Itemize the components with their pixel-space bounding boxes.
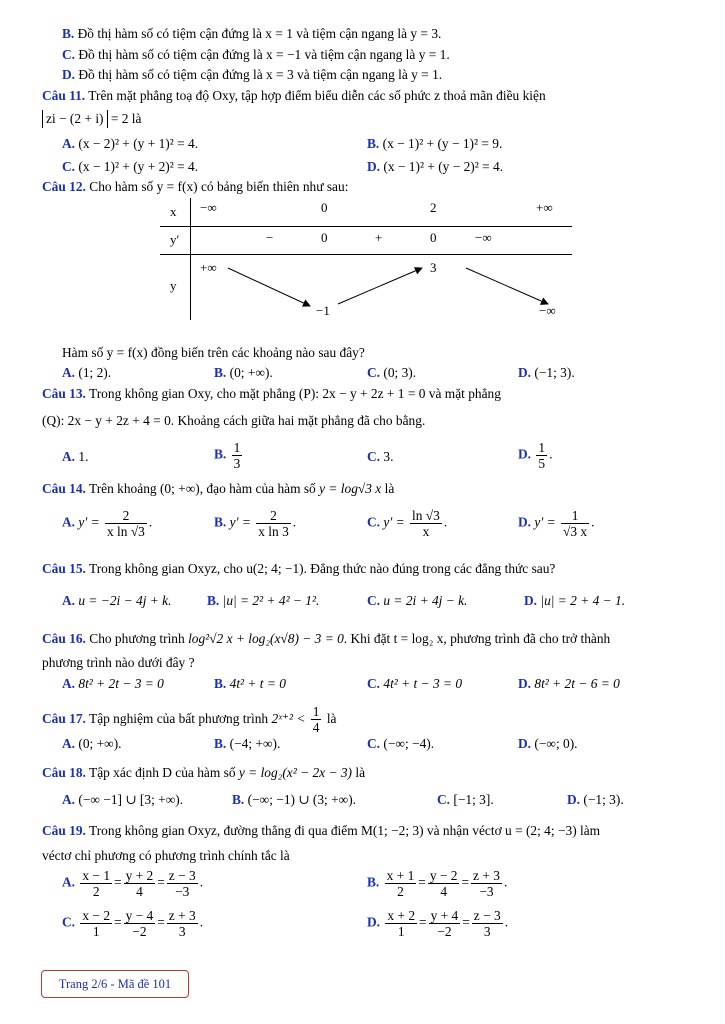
condition-rhs: = 2 là [110, 111, 142, 126]
fraction [385, 908, 417, 939]
denominator: x ln √3 [107, 524, 145, 539]
fraction [124, 868, 156, 899]
option-text: |u| = 2 + 4 − 1. [540, 593, 626, 608]
fraction [311, 704, 322, 735]
denominator: x [422, 524, 430, 539]
option-label: A. [62, 874, 76, 890]
numerator: 2 [105, 508, 147, 524]
option-label: C. [62, 914, 76, 930]
question-text: Trên khoảng [89, 481, 157, 496]
fraction [167, 908, 198, 939]
option-label: D. [567, 792, 581, 807]
fraction [105, 508, 147, 539]
option-text: 4t² + t − 3 = 0 [383, 676, 463, 691]
numerator: z − 3 [168, 868, 196, 883]
option-label: C. [62, 159, 76, 174]
equals-sign: = [462, 914, 470, 930]
option-label: C. [367, 593, 381, 608]
inequality: 2ˣ⁺² < [271, 711, 306, 726]
numerator: z + 3 [473, 868, 500, 883]
option-text: (x − 1)² + (y + 2)² = 4. [78, 159, 199, 174]
option-label: C. [367, 676, 381, 691]
fraction [124, 908, 156, 939]
q12-option-a [62, 364, 111, 382]
interval: (0; +∞) [159, 481, 200, 496]
question-text: Trong không gian Oxy, cho mặt phẳng (P): 2x − y + 2z + 1 = 0 và mặt phẳng [89, 386, 501, 401]
q16-option-b [214, 675, 286, 693]
q15-option-d [524, 592, 625, 610]
question-text: Cho phương trình [89, 631, 185, 646]
question-label: Câu 11. [42, 88, 86, 103]
x-value: +∞ [536, 200, 553, 215]
fraction [536, 440, 547, 471]
question-text: , đạo hàm của hàm số [199, 481, 316, 496]
option-label: B. [214, 736, 227, 751]
q13-stem-line1 [42, 385, 501, 403]
option-text: (−∞; −4). [383, 736, 435, 751]
numerator: y − 4 [125, 908, 154, 923]
q12-option-d [518, 364, 575, 382]
row-label-yprime: y′ [170, 232, 180, 247]
option-label: B. [62, 26, 75, 41]
q13-option-a [62, 448, 88, 466]
denominator: 4 [136, 884, 143, 899]
question-label: Câu 13. [42, 386, 86, 401]
variation-arrows [160, 198, 572, 320]
option-text: u = 2i + 4j − k. [383, 593, 468, 608]
q17-option-d [518, 735, 578, 753]
option-label: B. [367, 136, 380, 151]
q10-option-d [62, 66, 442, 84]
option-text: Đồ thị hàm số có tiệm cận đứng là x = 1 và tiệm cận ngang là y = 3. [77, 26, 442, 41]
option-text: (1; 2). [78, 365, 112, 380]
fraction [561, 508, 589, 539]
option-tail: . [148, 514, 153, 530]
q16-stem-line1 [42, 630, 610, 648]
denominator: −2 [132, 924, 147, 939]
q17-stem [42, 704, 337, 735]
q19-option-c [62, 908, 203, 939]
question-text: (Q): 2x − y + 2z + 4 = 0. Khoảng cách giữa hai mặt phẳng đã cho bằng. [42, 413, 426, 428]
q16-option-a [62, 675, 164, 693]
fraction [80, 908, 112, 939]
option-text: (−∞; 0). [534, 736, 578, 751]
variation-table [160, 198, 572, 320]
option-label: B. [207, 593, 220, 608]
option-lhs: y′ = [229, 514, 251, 530]
option-label: C. [62, 47, 76, 62]
x-value: 2 [430, 200, 437, 215]
question-label: Câu 12. [42, 179, 86, 194]
question-label: Câu 16. [42, 631, 86, 646]
sign-value: 0 [430, 230, 437, 245]
row-label-x: x [170, 204, 177, 219]
q11-stem [42, 87, 546, 105]
y-value: +∞ [200, 260, 217, 275]
option-text: Đồ thị hàm số có tiệm cận đứng là x = 3 và tiệm cận ngang là y = 1. [78, 67, 443, 82]
numerator: z − 3 [473, 908, 501, 923]
denominator: x ln 3 [258, 524, 289, 539]
numerator: y + 4 [430, 908, 459, 923]
question-text: phương trình nào dưới đây ? [42, 655, 195, 670]
option-tail: . [591, 514, 595, 530]
option-label: B. [214, 676, 227, 691]
question-label: Câu 19. [42, 823, 86, 838]
y-value: 3 [430, 260, 437, 275]
q16-option-d [518, 675, 620, 693]
option-label: B. [214, 365, 227, 380]
option-label: D. [518, 736, 532, 751]
option-label: D. [518, 365, 532, 380]
q13-option-c [367, 448, 393, 466]
x-value: −∞ [200, 200, 217, 215]
q11-option-a [62, 135, 198, 153]
option-label: C. [367, 736, 381, 751]
q12-option-b [214, 364, 273, 382]
option-label: A. [62, 514, 76, 530]
option-label: D. [518, 676, 532, 691]
y-value: −∞ [539, 303, 556, 318]
numerator: y − 2 [429, 868, 458, 883]
fraction [80, 868, 112, 899]
question-label: Câu 18. [42, 765, 86, 780]
q14-option-c [367, 508, 447, 539]
option-label: D. [367, 914, 381, 930]
question-text: là [355, 765, 366, 780]
option-lhs: y′ = [78, 514, 100, 530]
q12-question [62, 344, 365, 362]
option-label: A. [62, 136, 76, 151]
question-label: Câu 17. [42, 711, 86, 726]
option-tail: . [504, 914, 509, 930]
option-text: 8t² + 2t − 3 = 0 [78, 676, 164, 691]
equals-sign: = [419, 914, 427, 930]
option-text: 1. [78, 449, 89, 464]
option-label: D. [62, 67, 76, 82]
option-label: D. [518, 446, 532, 462]
option-label: C. [367, 514, 381, 530]
question-text: . Khi đặt t = log₂ x, phương trình đã cho trở thành [343, 631, 611, 646]
q15-option-c [367, 592, 467, 610]
q10-option-c [62, 46, 450, 64]
denominator: −3 [175, 884, 190, 899]
fraction [410, 508, 442, 539]
option-tail: . [443, 514, 448, 530]
denominator: 1 [397, 924, 405, 939]
q18-option-a [62, 791, 183, 809]
q19-option-d [367, 908, 508, 939]
option-label: B. [232, 792, 245, 807]
denominator: 2 [92, 884, 100, 899]
decreasing-arrow [466, 268, 548, 304]
fraction [471, 868, 502, 899]
denominator: √3 x [563, 524, 588, 539]
q15-option-a [62, 592, 171, 610]
q17-option-a [62, 735, 122, 753]
q13-stem-line2 [42, 412, 425, 430]
option-text: (x − 2)² + (y + 1)² = 4. [78, 136, 199, 151]
option-label: D. [367, 159, 381, 174]
fraction [428, 868, 460, 899]
q12-option-c [367, 364, 416, 382]
option-label: C. [437, 792, 451, 807]
q14-stem [42, 480, 394, 498]
equals-sign: = [157, 874, 165, 890]
option-text: (−1; 3). [534, 365, 575, 380]
q16-stem-line2 [42, 654, 195, 672]
option-text: (x − 1)² + (y − 1)² = 9. [382, 136, 503, 151]
option-label: C. [367, 365, 381, 380]
q14-option-b [214, 508, 296, 539]
numerator: x − 1 [82, 868, 111, 883]
equals-sign: = [114, 874, 122, 890]
equals-sign: = [114, 914, 122, 930]
sign-value: − [266, 230, 274, 245]
denominator: 1 [92, 924, 100, 939]
denominator: 4 [312, 720, 320, 736]
question-text: Trong không gian Oxyz, đường thẳng đi qua điểm M(1; −2; 3) và nhận véctơ u = (2; 4; −3) làm [89, 823, 601, 838]
q13-option-d [518, 440, 552, 471]
fraction [429, 908, 461, 939]
option-label: D. [518, 514, 532, 530]
fraction [385, 868, 417, 899]
x-value: 0 [321, 200, 328, 215]
sign-value: −∞ [475, 230, 492, 245]
option-lhs: y′ = [383, 514, 405, 530]
numerator: 2 [256, 508, 291, 524]
question-text: là [384, 481, 395, 496]
q14-option-a [62, 508, 152, 539]
q18-option-d [567, 791, 624, 809]
option-text: 8t² + 2t − 6 = 0 [534, 676, 620, 691]
option-label: A. [62, 449, 76, 464]
y-value: −1 [316, 303, 330, 318]
numerator: 1 [538, 440, 546, 455]
option-text: (−1; 3). [583, 792, 624, 807]
equals-sign: = [461, 874, 470, 890]
denominator: 4 [440, 884, 448, 899]
question-text: Tập nghiệm của bất phương trình [89, 711, 269, 726]
option-text: (−4; +∞). [229, 736, 281, 751]
q17-option-c [367, 735, 434, 753]
option-label: C. [367, 449, 381, 464]
fraction [256, 508, 291, 539]
q14-option-d [518, 508, 594, 539]
question-label: Câu 15. [42, 561, 86, 576]
q12-stem [42, 178, 348, 196]
fraction [472, 908, 503, 939]
q19-option-a [62, 868, 203, 899]
function-expression: y = log√3 x [319, 481, 382, 496]
question-text: véctơ chỉ phương có phương trình chính tắc là [42, 848, 290, 863]
option-label: A. [62, 676, 76, 691]
option-text: [−1; 3]. [453, 792, 494, 807]
option-tail: . [549, 446, 553, 462]
q11-option-b [367, 135, 502, 153]
option-lhs: y′ = [534, 514, 556, 530]
option-label: D. [524, 593, 538, 608]
denominator: 3 [178, 924, 186, 939]
equals-sign: = [157, 914, 165, 930]
option-text: |u| = 2² + 4² − 1². [222, 593, 320, 608]
option-tail: . [199, 914, 204, 930]
option-label: A. [62, 593, 76, 608]
q11-option-d [367, 158, 503, 176]
q16-option-c [367, 675, 462, 693]
row-label-y: y [170, 278, 177, 293]
question-text: Trên mặt phẳng toạ độ Oxy, tập hợp điểm biểu diễn các số phức z thoả mãn điều kiện [88, 88, 546, 103]
option-text: Đồ thị hàm số có tiệm cận đứng là x = −1 và tiệm cận ngang là y = 1. [78, 47, 450, 62]
q18-option-b [232, 791, 356, 809]
option-text: (−∞ −1] ∪ [3; +∞). [78, 792, 184, 807]
option-text: (0; +∞). [78, 736, 122, 751]
q18-option-c [437, 791, 494, 809]
modulus-expression: zi − (2 + i) [42, 110, 108, 128]
q19-stem-line1 [42, 822, 600, 840]
q10-option-b [62, 25, 441, 43]
denominator: 3 [233, 456, 241, 471]
numerator: y + 2 [125, 868, 154, 883]
denominator: 2 [397, 884, 404, 899]
equals-sign: = [418, 874, 426, 890]
option-text: (0; +∞). [229, 365, 273, 380]
option-text: 4t² + t = 0 [229, 676, 286, 691]
q17-option-b [214, 735, 280, 753]
option-text: 3. [383, 449, 394, 464]
q19-option-b [367, 868, 507, 899]
denominator: 5 [538, 456, 546, 471]
sign-value: + [375, 230, 383, 245]
increasing-arrow [338, 268, 422, 304]
q19-stem-line2 [42, 847, 290, 865]
option-text: (−∞; −1) ∪ (3; +∞). [247, 792, 357, 807]
option-label: B. [367, 874, 380, 890]
numerator: x + 1 [386, 868, 415, 883]
option-tail: . [503, 874, 508, 890]
numerator: 1 [561, 508, 589, 524]
question-label: Câu 14. [42, 481, 86, 496]
option-label: A. [62, 792, 76, 807]
question-text: là [326, 711, 337, 726]
option-text: (x − 1)² + (y − 2)² = 4. [383, 159, 504, 174]
q11-condition [42, 110, 141, 128]
denominator: −3 [479, 884, 494, 899]
question-text: Cho hàm số y = f(x) có bảng biến thiên như sau: [89, 179, 349, 194]
decreasing-arrow [228, 268, 310, 306]
fraction [167, 868, 198, 899]
numerator: z + 3 [168, 908, 196, 923]
option-text: (0; 3). [383, 365, 417, 380]
q13-option-b [214, 440, 244, 471]
page-footer: Trang 2/6 - Mã đề 101 [41, 970, 189, 998]
question-text: Tập xác định D của hàm số [89, 765, 236, 780]
function-expression: y = log₂(x² − 2x − 3) [238, 765, 353, 780]
option-tail: . [199, 874, 204, 890]
option-label: B. [214, 446, 227, 462]
option-label: A. [62, 365, 76, 380]
q18-stem [42, 764, 365, 782]
equation: log²√2 x + log₂(x√8) − 3 = 0 [188, 631, 344, 646]
q11-option-c [62, 158, 198, 176]
option-text: u = −2i − 4j + k. [78, 593, 172, 608]
question-text: Hàm số y = f(x) đồng biến trên các khoảng nào sau đây? [62, 345, 365, 360]
numerator: x − 2 [82, 908, 111, 923]
numerator: ln √3 [412, 508, 440, 523]
option-tail: . [292, 514, 297, 530]
q15-stem [42, 560, 555, 578]
sign-value: 0 [321, 230, 328, 245]
numerator: 1 [312, 704, 320, 720]
option-label: A. [62, 736, 76, 751]
numerator: 1 [233, 440, 241, 455]
question-text: Trong không gian Oxyz, cho u(2; 4; −1). Đẳng thức nào đúng trong các đẳng thức sau? [89, 561, 556, 576]
denominator: 3 [483, 924, 491, 939]
numerator: x + 2 [387, 908, 416, 923]
fraction [232, 440, 243, 471]
option-label: B. [214, 514, 227, 530]
denominator: −2 [437, 924, 452, 939]
q15-option-b [207, 592, 319, 610]
